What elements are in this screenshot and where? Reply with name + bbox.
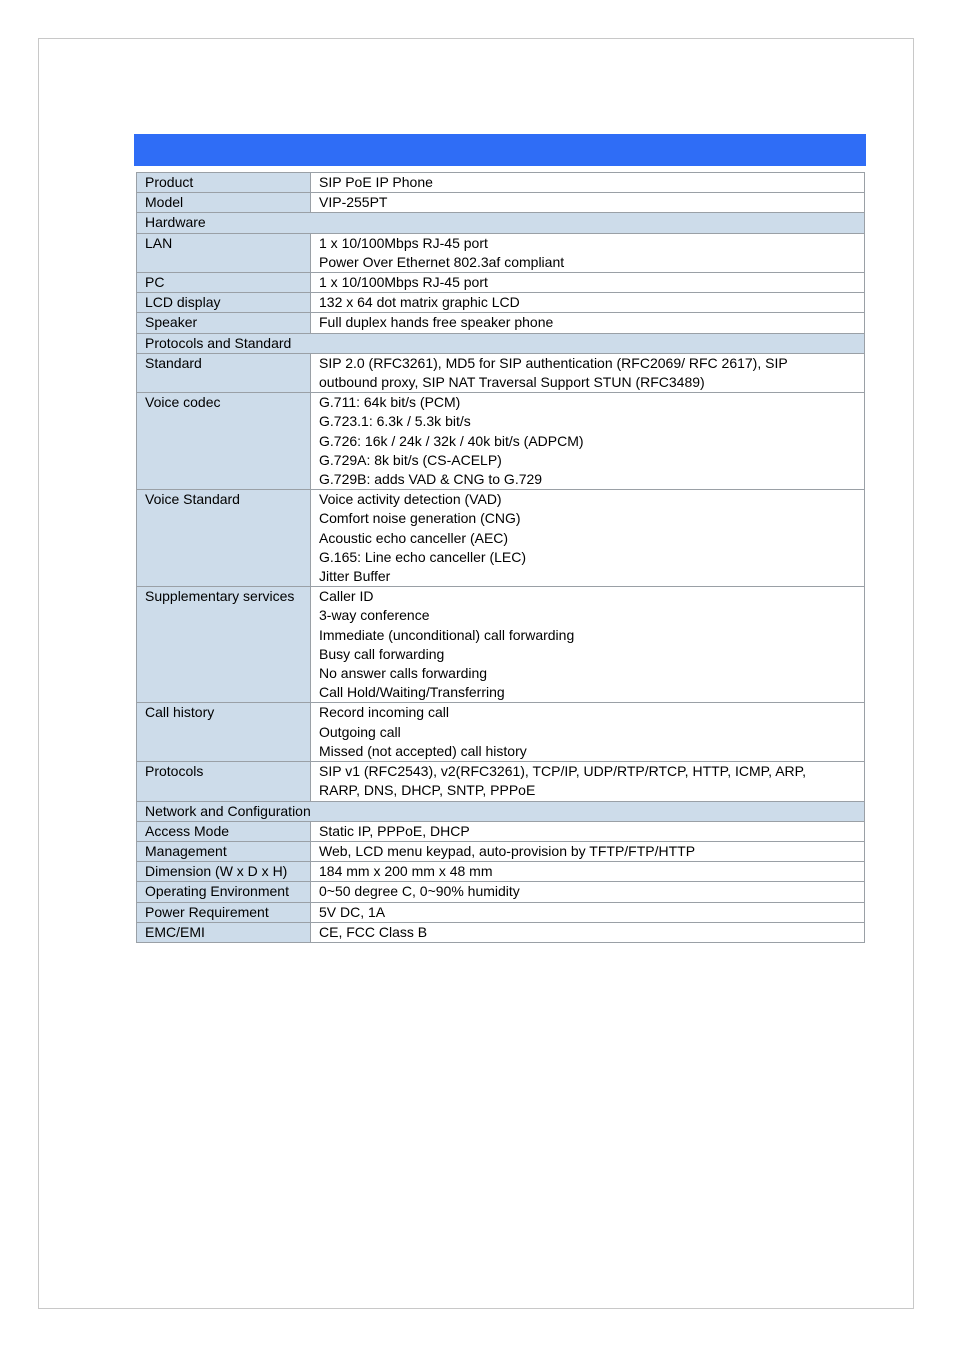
spec-value-line: G.729A: 8k bit/s (CS-ACELP) — [319, 451, 502, 468]
spec-value-line: SIP 2.0 (RFC3261), MD5 for SIP authentication (RFC2069/ RFC 2617), SIP — [319, 354, 788, 371]
spec-value — [311, 173, 865, 193]
spec-value-line: 1 x 10/100Mbps RJ-45 port — [319, 234, 488, 251]
spec-value-line: Busy call forwarding — [319, 645, 445, 662]
spec-label: Model — [137, 193, 311, 213]
spec-value-line: G.729B: adds VAD & CNG to G.729 — [319, 471, 543, 488]
spec-value-line: Full duplex hands free speaker phone — [319, 314, 554, 331]
spec-value-line: Jitter Buffer — [319, 568, 391, 585]
spec-value-line: VIP-255PT — [319, 194, 388, 211]
section-header-row — [137, 801, 865, 821]
spec-label: Operating Environment — [137, 882, 311, 902]
spec-row — [137, 293, 865, 313]
spec-value-line: 5V DC, 1A — [319, 903, 386, 920]
spec-value — [311, 882, 865, 902]
spec-value-line: Web, LCD menu keypad, auto-provision by TFTP/FTP/HTTP — [319, 842, 696, 859]
spec-label: Standard — [137, 353, 311, 392]
spec-value — [311, 233, 865, 272]
section-header-row — [137, 333, 865, 353]
spec-value — [311, 902, 865, 922]
spec-value — [311, 193, 865, 213]
spec-value-line: 1 x 10/100Mbps RJ-45 port — [319, 274, 488, 291]
section-header: Hardware — [137, 213, 865, 233]
spec-label: Power Requirement — [137, 902, 311, 922]
spec-row — [137, 490, 865, 587]
spec-label: LAN — [137, 233, 311, 272]
spec-label: PC — [137, 273, 311, 293]
spec-value-line: Caller ID — [319, 588, 374, 605]
spec-value — [311, 821, 865, 841]
spec-row — [137, 233, 865, 272]
spec-value-line: G.726: 16k / 24k / 32k / 40k bit/s (ADPCM) — [319, 432, 584, 449]
spec-label: Protocols — [137, 762, 311, 801]
spec-value-line: Missed (not accepted) call history — [319, 742, 527, 759]
spec-row — [137, 862, 865, 882]
spec-value-line: 132 x 64 dot matrix graphic LCD — [319, 294, 520, 311]
spec-value-line: Comfort noise generation (CNG) — [319, 510, 521, 527]
spec-row — [137, 173, 865, 193]
spec-value-line: SIP PoE IP Phone — [319, 174, 433, 190]
spec-value-line: 3-way conference — [319, 607, 430, 624]
spec-row — [137, 882, 865, 902]
spec-value — [311, 703, 865, 762]
spec-value — [311, 273, 865, 293]
spec-value-line: CE, FCC Class B — [319, 923, 428, 940]
spec-value-line: 0~50 degree C, 0~90% humidity — [319, 883, 520, 900]
section-header: Protocols and Standard — [137, 333, 865, 353]
spec-value-line: outbound proxy, SIP NAT Traversal Support STUN (RFC3489) — [319, 374, 705, 391]
spec-row — [137, 821, 865, 841]
spec-label: Access Mode — [137, 821, 311, 841]
spec-row — [137, 193, 865, 213]
spec-value-line: Immediate (unconditional) call forwarding — [319, 626, 575, 643]
spec-value-line: RARP, DNS, DHCP, SNTP, PPPoE — [319, 782, 536, 799]
spec-row — [137, 762, 865, 801]
spec-label: EMC/EMI — [137, 922, 311, 942]
spec-value-line: G.723.1: 6.3k / 5.3k bit/s — [319, 413, 471, 430]
spec-label: Dimension (W x D x H) — [137, 862, 311, 882]
spec-value-line: Static IP, PPPoE, DHCP — [319, 822, 470, 839]
spec-label: Call history — [137, 703, 311, 762]
spec-table-body — [137, 173, 865, 943]
spec-row — [137, 393, 865, 490]
spec-value-line: Call Hold/Waiting/Transferring — [319, 684, 505, 701]
spec-value — [311, 922, 865, 942]
spec-value — [311, 862, 865, 882]
spec-label: Voice codec — [137, 393, 311, 490]
spec-value — [311, 313, 865, 333]
spec-row — [137, 313, 865, 333]
spec-label: Management — [137, 841, 311, 861]
title-bar — [134, 134, 866, 166]
spec-row — [137, 703, 865, 762]
spec-label: Product — [137, 173, 311, 193]
spec-value-line: No answer calls forwarding — [319, 665, 488, 682]
spec-value-line: SIP v1 (RFC2543), v2(RFC3261), TCP/IP, UDP/RTP/RTCP, HTTP, ICMP, ARP, — [319, 763, 807, 780]
spec-value-line: G.165: Line echo canceller (LEC) — [319, 548, 526, 565]
spec-value — [311, 841, 865, 861]
spec-row — [137, 273, 865, 293]
spec-row — [137, 922, 865, 942]
spec-row — [137, 353, 865, 392]
spec-label: LCD display — [137, 293, 311, 313]
spec-value — [311, 490, 865, 587]
section-header: Network and Configuration — [137, 801, 865, 821]
spec-row — [137, 587, 865, 703]
spec-table — [136, 172, 865, 943]
spec-row — [137, 902, 865, 922]
spec-row — [137, 841, 865, 861]
spec-value — [311, 353, 865, 392]
spec-value-line: Outgoing call — [319, 723, 401, 740]
spec-value-line: G.711: 64k bit/s (PCM) — [319, 394, 461, 411]
spec-value-line: Acoustic echo canceller (AEC) — [319, 529, 509, 546]
spec-value-line: 184 mm x 200 mm x 48 mm — [319, 863, 493, 880]
spec-value — [311, 587, 865, 703]
spec-value — [311, 393, 865, 490]
spec-value-line: Record incoming call — [319, 704, 449, 721]
spec-label: Supplementary services — [137, 587, 311, 703]
spec-value-line: Voice activity detection (VAD) — [319, 491, 502, 508]
spec-value — [311, 762, 865, 801]
section-header-row — [137, 213, 865, 233]
spec-value — [311, 293, 865, 313]
spec-value-line: Power Over Ethernet 802.3af compliant — [319, 253, 565, 270]
spec-label: Speaker — [137, 313, 311, 333]
spec-label: Voice Standard — [137, 490, 311, 587]
